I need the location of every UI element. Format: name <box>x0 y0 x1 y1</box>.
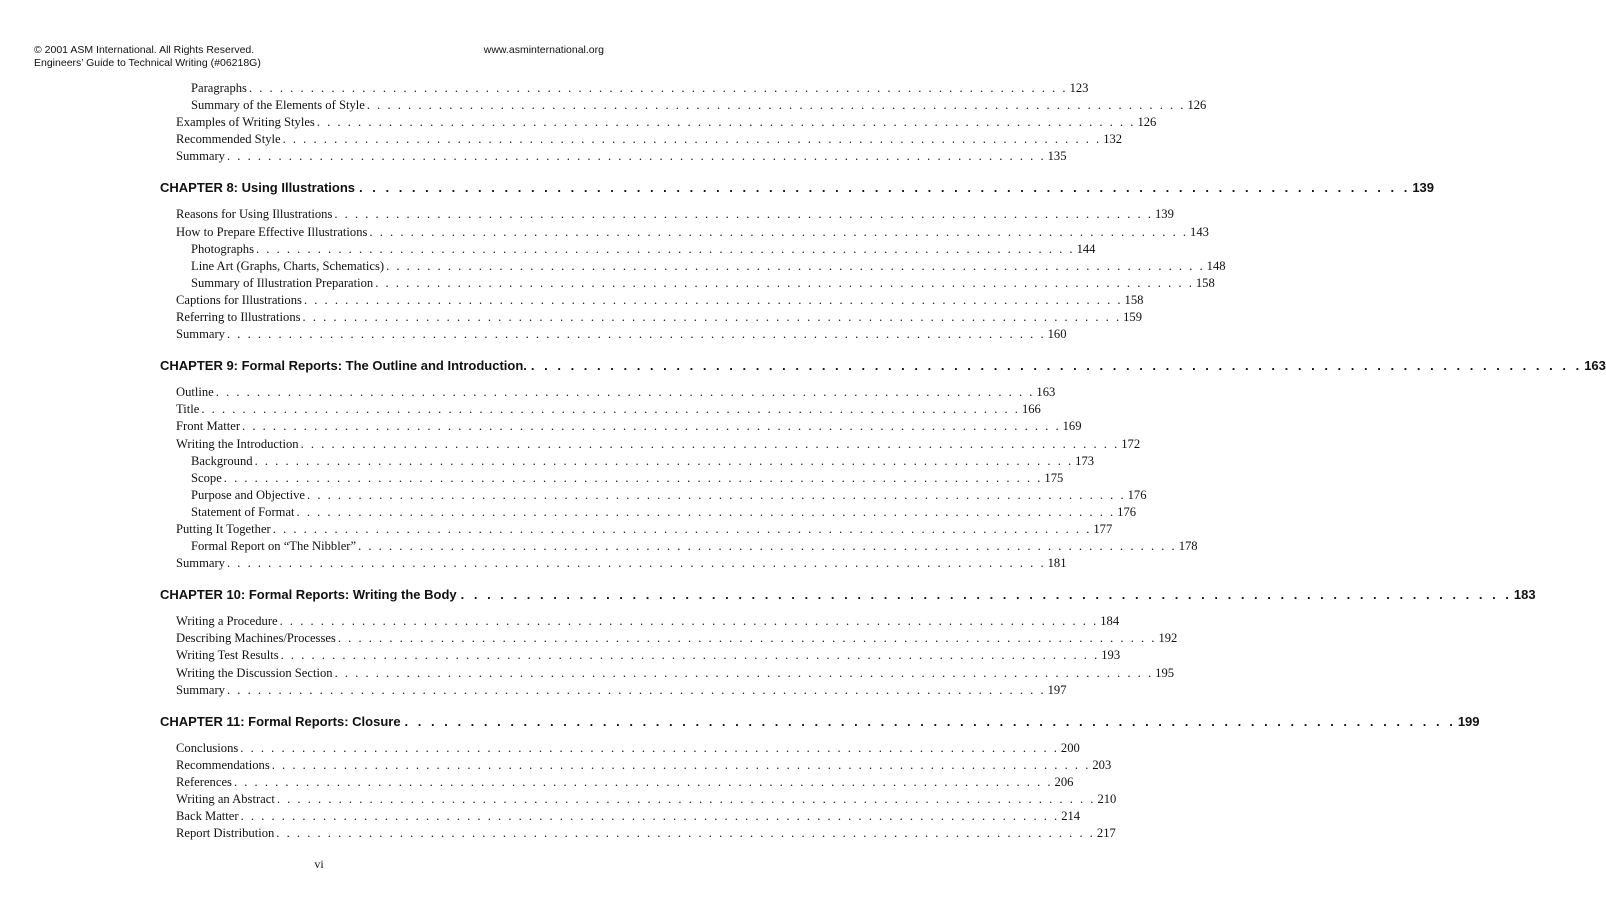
toc-entry[interactable] <box>160 326 1067 343</box>
toc-entry[interactable] <box>160 630 1178 647</box>
toc-chapter-heading[interactable] <box>160 712 1480 731</box>
dot-leader: . . . . . . . . . . . . . . . . . . . . . . . . . . . . . . . . . . . . . . . . . . . . . . . . . . . . . . . . . . . . . . . . . . . . . . . . . . . . . . . . <box>334 207 1153 222</box>
dot-leader: . . . . . . . . . . . . . . . . . . . . . . . . . . . . . . . . . . . . . . . . . . . . . . . . . . . . . . . . . . . . . . . . . . . . . . . . . . . . . . . . <box>280 648 1100 663</box>
toc-page-number: 160 <box>1047 327 1067 342</box>
toc-page-number: 173 <box>1075 453 1095 468</box>
dot-leader: . . . . . . . . . . . . . . . . . . . . . . . . . . . . . . . . . . . . . . . . . . . . . . . . . . . . . . . . . . . . . . . . . . . . . . . . . . . . . . . . <box>215 385 1035 400</box>
toc-entry-title: Background <box>191 453 253 468</box>
copyright-notice: © 2001 ASM International. All Rights Reserved. <box>34 44 255 56</box>
toc-entry[interactable] <box>160 436 1141 453</box>
toc-page-number: 132 <box>1103 132 1123 147</box>
dot-leader: . . . . . . . . . . . . . . . . . . . . . . . . . . . . . . . . . . . . . . . . . . . . . . . . . . . . . . . . . . . . . . . . . . . . . . . . . . . . . . . . <box>460 587 1512 603</box>
dot-leader: . . . . . . . . . . . . . . . . . . . . . . . . . . . . . . . . . . . . . . . . . . . . . . . . . . . . . . . . . . . . . . . . . . . . . . . . . . . . . . . . <box>255 241 1075 256</box>
toc-entry-title: Writing the Introduction <box>176 436 299 451</box>
dot-leader: . . . . . . . . . . . . . . . . . . . . . . . . . . . . . . . . . . . . . . . . . . . . . . . . . . . . . . . . . . . . . . . . . . . . . . . . . . . . . . . . <box>369 224 1189 239</box>
toc-subentry[interactable] <box>160 487 1147 504</box>
toc-page-number: 175 <box>1044 470 1064 485</box>
toc-entry-title: Summary <box>176 682 225 697</box>
dot-leader: . . . . . . . . . . . . . . . . . . . . . . . . . . . . . . . . . . . . . . . . . . . . . . . . . . . . . . . . . . . . . . . . . . . . . . . . . . . . . . . . <box>226 327 1046 342</box>
toc-page-number: 181 <box>1047 556 1067 571</box>
toc-entry-title: References <box>176 774 232 789</box>
toc-chapter-heading[interactable] <box>160 585 1536 604</box>
toc-page-number: 126 <box>1187 98 1207 113</box>
toc-entry-title: Outline <box>176 385 214 400</box>
toc-entry-title: Writing the Discussion Section <box>176 665 333 680</box>
dot-leader: . . . . . . . . . . . . . . . . . . . . . . . . . . . . . . . . . . . . . . . . . . . . . . . . . . . . . . . . . . . . . . . . . . . . . . . . . . . . . . . . <box>240 740 1059 755</box>
toc-entry-title: Paragraphs <box>191 81 247 95</box>
toc-entry-title: Summary <box>176 327 225 342</box>
header-row-1 <box>34 44 604 57</box>
dot-leader: . . . . . . . . . . . . . . . . . . . . . . . . . . . . . . . . . . . . . . . . . . . . . . . . . . . . . . . . . . . . . . . . . . . . . . . . . . . . . . . . <box>272 521 1092 536</box>
toc-page-number: 159 <box>1123 310 1143 325</box>
table-of-contents <box>160 80 1606 842</box>
toc-subentry[interactable] <box>160 538 1198 555</box>
dot-leader: . . . . . . . . . . . . . . . . . . . . . . . . . . . . . . . . . . . . . . . . . . . . . . . . . . . . . . . . . . . . . . . . . . . . . . . . . . . . . . . . <box>226 149 1046 164</box>
toc-entry-title: Report Distribution <box>176 826 275 841</box>
dot-leader: . . . . . . . . . . . . . . . . . . . . . . . . . . . . . . . . . . . . . . . . . . . . . . . . . . . . . . . . . . . . . . . . . . . . . . . . . . . . . . . . <box>201 402 1020 417</box>
dot-leader: . . . . . . . . . . . . . . . . . . . . . . . . . . . . . . . . . . . . . . . . . . . . . . . . . . . . . . . . . . . . . . . . . . . . . . . . . . . . . . . . <box>530 358 1583 374</box>
dot-leader: . . . . . . . . . . . . . . . . . . . . . . . . . . . . . . . . . . . . . . . . . . . . . . . . . . . . . . . . . . . . . . . . . . . . . . . . . . . . . . . . <box>307 487 1126 502</box>
toc-entry-title: Describing Machines/Processes <box>176 631 336 646</box>
dot-leader: . . . . . . . . . . . . . . . . . . . . . . . . . . . . . . . . . . . . . . . . . . . . . . . . . . . . . . . . . . . . . . . . . . . . . . . . . . . . . . . . <box>276 792 1096 806</box>
dot-leader: . . . . . . . . . . . . . . . . . . . . . . . . . . . . . . . . . . . . . . . . . . . . . . . . . . . . . . . . . . . . . . . . . . . . . . . . . . . . . . . . <box>359 180 1411 196</box>
toc-page-number: 210 <box>1097 792 1117 806</box>
toc-entry[interactable] <box>160 825 1116 842</box>
toc-page-number: 158 <box>1195 275 1215 290</box>
toc-page-number: 200 <box>1060 740 1080 755</box>
toc-subentry[interactable] <box>160 97 1207 114</box>
toc-entry-title: Title <box>176 402 200 417</box>
toc-entry-title: Putting It Together <box>176 521 271 536</box>
toc-entry[interactable] <box>160 555 1067 572</box>
dot-leader: . . . . . . . . . . . . . . . . . . . . . . . . . . . . . . . . . . . . . . . . . . . . . . . . . . . . . . . . . . . . . . . . . . . . . . . . . . . . . . . . <box>337 631 1157 646</box>
page-number: vi <box>314 857 324 871</box>
dot-leader: . . . . . . . . . . . . . . . . . . . . . . . . . . . . . . . . . . . . . . . . . . . . . . . . . . . . . . . . . . . . . . . . . . . . . . . . . . . . . . . . <box>316 115 1136 130</box>
toc-entry[interactable] <box>160 224 1209 241</box>
toc-entry[interactable] <box>160 148 1067 165</box>
toc-page-number: 183 <box>1513 587 1536 603</box>
dot-leader: . . . . . . . . . . . . . . . . . . . . . . . . . . . . . . . . . . . . . . . . . . . . . . . . . . . . . . . . . . . . . . . . . . . . . . . . . . . . . . . . <box>358 539 1177 554</box>
toc-page-number: 176 <box>1117 504 1137 519</box>
dot-leader: . . . . . . . . . . . . . . . . . . . . . . . . . . . . . . . . . . . . . . . . . . . . . . . . . . . . . . . . . . . . . . . . . . . . . . . . . . . . . . . . <box>233 774 1053 789</box>
toc-page-number: 158 <box>1124 292 1144 307</box>
toc-entry[interactable] <box>160 114 1157 131</box>
toc-entry-title: Conclusions <box>176 740 239 755</box>
toc-entry[interactable] <box>160 206 1174 223</box>
toc-page-number: 143 <box>1190 224 1209 239</box>
toc-page-number: 192 <box>1158 631 1178 646</box>
toc-entry-title: Reasons for Using Illustrations <box>176 207 333 222</box>
dot-leader: . . . . . . . . . . . . . . . . . . . . . . . . . . . . . . . . . . . . . . . . . . . . . . . . . . . . . . . . . . . . . . . . . . . . . . . . . . . . . . . . <box>248 81 1068 95</box>
toc-entry-title: Front Matter <box>176 419 241 434</box>
page-header <box>34 44 604 70</box>
toc-entry-title: Recommended Style <box>176 132 281 147</box>
dot-leader: . . . . . . . . . . . . . . . . . . . . . . . . . . . . . . . . . . . . . . . . . . . . . . . . . . . . . . . . . . . . . . . . . . . . . . . . . . . . . . . . <box>240 809 1060 824</box>
toc-page-number: 148 <box>1206 258 1226 273</box>
toc-entry-title: How to Prepare Effective Illustrations <box>176 224 368 239</box>
toc-entry[interactable] <box>160 791 1117 808</box>
toc-page-number: 214 <box>1061 809 1081 824</box>
toc-subentry[interactable] <box>160 80 1089 97</box>
toc-entry[interactable] <box>160 401 1041 418</box>
toc-entry-title: Writing an Abstract <box>176 792 275 806</box>
toc-entry[interactable] <box>160 647 1121 664</box>
toc-entry-title: Examples of Writing Styles <box>176 115 315 130</box>
toc-entry-title: Summary <box>176 149 225 164</box>
dot-leader: . . . . . . . . . . . . . . . . . . . . . . . . . . . . . . . . . . . . . . . . . . . . . . . . . . . . . . . . . . . . . . . . . . . . . . . . . . . . . . . . <box>334 665 1154 680</box>
toc-page-number: 184 <box>1100 614 1120 629</box>
dot-leader: . . . . . . . . . . . . . . . . . . . . . . . . . . . . . . . . . . . . . . . . . . . . . . . . . . . . . . . . . . . . . . . . . . . . . . . . . . . . . . . . <box>226 556 1046 571</box>
toc-page-number: 199 <box>1457 713 1480 729</box>
dot-leader: . . . . . . . . . . . . . . . . . . . . . . . . . . . . . . . . . . . . . . . . . . . . . . . . . . . . . . . . . . . . . . . . . . . . . . . . . . . . . . . . <box>366 98 1186 113</box>
toc-page-number: 166 <box>1021 402 1041 417</box>
toc-subentry[interactable] <box>160 241 1096 258</box>
toc-entry-title: Referring to Illustrations <box>176 310 301 325</box>
toc-page-number: 177 <box>1093 521 1113 536</box>
toc-entry-title: Summary of the Elements of Style <box>191 98 365 113</box>
toc-entry[interactable] <box>160 521 1113 538</box>
toc-page-number: 123 <box>1069 81 1089 95</box>
toc-chapter-heading[interactable] <box>160 178 1435 197</box>
toc-entry-title: Summary <box>176 556 225 571</box>
toc-entry[interactable] <box>160 309 1143 326</box>
toc-subentry[interactable] <box>160 258 1226 275</box>
toc-entry-title: Line Art (Graphs, Charts, Schematics) <box>191 258 385 273</box>
toc-entry[interactable] <box>160 418 1082 435</box>
toc-subentry[interactable] <box>160 275 1215 292</box>
toc-entry[interactable] <box>160 292 1144 309</box>
dot-leader: . . . . . . . . . . . . . . . . . . . . . . . . . . . . . . . . . . . . . . . . . . . . . . . . . . . . . . . . . . . . . . . . . . . . . . . . . . . . . . . . <box>404 713 1456 729</box>
toc-page-number: 217 <box>1096 826 1116 841</box>
toc-page-number: 144 <box>1076 241 1096 256</box>
toc-page-number: 139 <box>1412 180 1435 196</box>
toc-entry-title: Summary of Illustration Preparation <box>191 275 374 290</box>
book-title: Engineers’ Guide to Technical Writing (#06218G) <box>34 57 261 69</box>
toc-page-number: 193 <box>1101 648 1121 663</box>
dot-leader: . . . . . . . . . . . . . . . . . . . . . . . . . . . . . . . . . . . . . . . . . . . . . . . . . . . . . . . . . . . . . . . . . . . . . . . . . . . . . . . . <box>300 436 1120 451</box>
toc-chapter-heading[interactable] <box>160 356 1606 375</box>
toc-entry-title: Statement of Format <box>191 504 295 519</box>
dot-leader: . . . . . . . . . . . . . . . . . . . . . . . . . . . . . . . . . . . . . . . . . . . . . . . . . . . . . . . . . . . . . . . . . . . . . . . . . . . . . . . . <box>279 614 1099 629</box>
toc-page-number: 135 <box>1047 149 1067 164</box>
toc-entry-title: CHAPTER 8: Using Illustrations <box>160 180 356 196</box>
dot-leader: . . . . . . . . . . . . . . . . . . . . . . . . . . . . . . . . . . . . . . . . . . . . . . . . . . . . . . . . . . . . . . . . . . . . . . . . . . . . . . . . <box>296 504 1116 519</box>
dot-leader: . . . . . . . . . . . . . . . . . . . . . . . . . . . . . . . . . . . . . . . . . . . . . . . . . . . . . . . . . . . . . . . . . . . . . . . . . . . . . . . . <box>386 258 1205 273</box>
toc-entry[interactable] <box>160 384 1056 401</box>
toc-page-number: 178 <box>1178 539 1198 554</box>
dot-leader: . . . . . . . . . . . . . . . . . . . . . . . . . . . . . . . . . . . . . . . . . . . . . . . . . . . . . . . . . . . . . . . . . . . . . . . . . . . . . . . . <box>303 292 1123 307</box>
dot-leader: . . . . . . . . . . . . . . . . . . . . . . . . . . . . . . . . . . . . . . . . . . . . . . . . . . . . . . . . . . . . . . . . . . . . . . . . . . . . . . . . <box>282 132 1102 147</box>
toc-entry[interactable] <box>160 808 1081 825</box>
toc-page-number: 206 <box>1054 774 1074 789</box>
toc-entry-title: CHAPTER 11: Formal Reports: Closure <box>160 713 401 729</box>
toc-page-number: 197 <box>1047 682 1067 697</box>
dot-leader: . . . . . . . . . . . . . . . . . . . . . . . . . . . . . . . . . . . . . . . . . . . . . . . . . . . . . . . . . . . . . . . . . . . . . . . . . . . . . . . . <box>375 275 1194 290</box>
toc-entry[interactable] <box>160 665 1175 682</box>
toc-page-number: 169 <box>1062 419 1082 434</box>
toc-entry-title: Formal Report on “The Nibbler” <box>191 539 357 554</box>
toc-subentry[interactable] <box>160 470 1064 487</box>
toc-page-number: 163 <box>1036 385 1056 400</box>
toc-entry[interactable] <box>160 613 1120 630</box>
toc-entry[interactable] <box>160 757 1112 774</box>
toc-entry-title: Captions for Illustrations <box>176 292 302 307</box>
toc-page-number: 126 <box>1137 115 1157 130</box>
dot-leader: . . . . . . . . . . . . . . . . . . . . . . . . . . . . . . . . . . . . . . . . . . . . . . . . . . . . . . . . . . . . . . . . . . . . . . . . . . . . . . . . <box>271 757 1091 772</box>
toc-entry-title: CHAPTER 9: Formal Reports: The Outline and Introduction. <box>160 358 527 374</box>
toc-entry-title: Scope <box>191 470 222 485</box>
dot-leader: . . . . . . . . . . . . . . . . . . . . . . . . . . . . . . . . . . . . . . . . . . . . . . . . . . . . . . . . . . . . . . . . . . . . . . . . . . . . . . . . <box>302 310 1122 325</box>
toc-entry[interactable] <box>160 131 1123 148</box>
dot-leader: . . . . . . . . . . . . . . . . . . . . . . . . . . . . . . . . . . . . . . . . . . . . . . . . . . . . . . . . . . . . . . . . . . . . . . . . . . . . . . . . <box>242 419 1061 434</box>
dot-leader: . . . . . . . . . . . . . . . . . . . . . . . . . . . . . . . . . . . . . . . . . . . . . . . . . . . . . . . . . . . . . . . . . . . . . . . . . . . . . . . . <box>223 470 1043 485</box>
dot-leader: . . . . . . . . . . . . . . . . . . . . . . . . . . . . . . . . . . . . . . . . . . . . . . . . . . . . . . . . . . . . . . . . . . . . . . . . . . . . . . . . <box>226 682 1046 697</box>
toc-page-number: 172 <box>1121 436 1141 451</box>
toc-page-number: 163 <box>1584 358 1606 374</box>
toc-entry-title: Photographs <box>191 241 254 256</box>
toc-page-number: 139 <box>1154 207 1174 222</box>
toc-entry[interactable] <box>160 774 1074 791</box>
toc-entry-title: Purpose and Objective <box>191 487 306 502</box>
toc-page-number: 176 <box>1127 487 1147 502</box>
toc-page-number: 203 <box>1092 757 1112 772</box>
toc-entry[interactable] <box>160 740 1080 757</box>
toc-subentry[interactable] <box>160 504 1137 521</box>
toc-page-number: 195 <box>1155 665 1175 680</box>
dot-leader: . . . . . . . . . . . . . . . . . . . . . . . . . . . . . . . . . . . . . . . . . . . . . . . . . . . . . . . . . . . . . . . . . . . . . . . . . . . . . . . . <box>254 453 1074 468</box>
toc-entry-title: CHAPTER 10: Formal Reports: Writing the Body <box>160 587 457 603</box>
toc-entry-title: Writing a Procedure <box>176 614 278 629</box>
dot-leader: . . . . . . . . . . . . . . . . . . . . . . . . . . . . . . . . . . . . . . . . . . . . . . . . . . . . . . . . . . . . . . . . . . . . . . . . . . . . . . . . <box>276 826 1095 841</box>
toc-entry-title: Back Matter <box>176 809 239 824</box>
website-url[interactable]: www.asminternational.org <box>483 44 604 56</box>
toc-entry-title: Recommendations <box>176 757 270 772</box>
toc-entry-title: Writing Test Results <box>176 648 279 663</box>
toc-entry[interactable] <box>160 682 1067 699</box>
toc-subentry[interactable] <box>160 453 1095 470</box>
